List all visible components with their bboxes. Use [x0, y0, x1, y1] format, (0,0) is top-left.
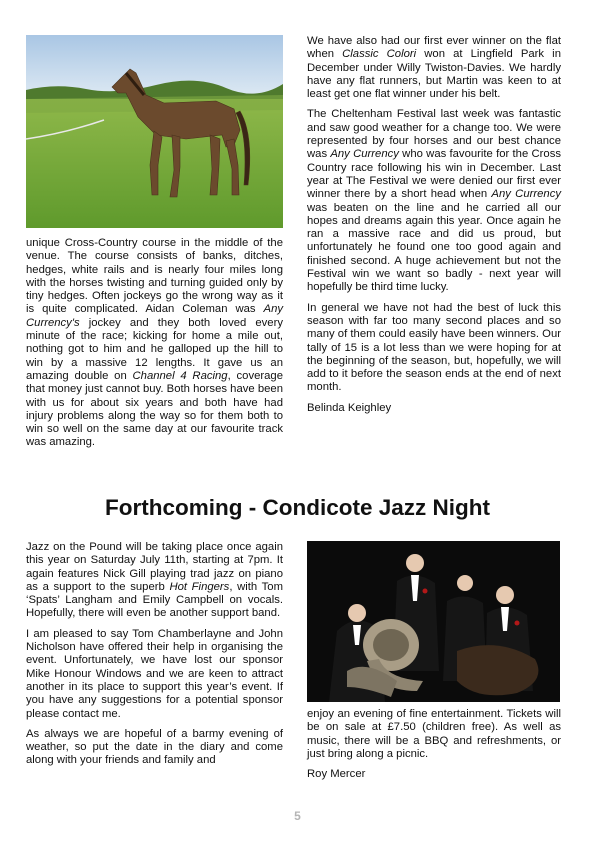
horse-article-right-column — [307, 35, 561, 422]
jazz-intro-paragraph: Jazz on the Pound will be taking place once again this year on Saturday July 11th, starting at 7pm. It again features Nick Gill playing trad jazz on piano as a support to the superb Hot Fingers, with Tom ‘Spats’ Langham and Emily Campbell on vocals. Hopefully, there will even be another support band. — [26, 541, 283, 620]
jazz-sponsor-paragraph: I am pleased to say Tom Chamberlayne and John Nicholson have offered their help in organising the event. Unfortunately, we have lost our sponsor Mike Honour Windows and we are keen to attract another in its place to support this year’s event. If you have any suggestions for a potential sponsor please contact me. — [26, 627, 283, 720]
season-paragraph: In general we have not had the best of luck this season with far too many second places and so many of them could easily have been winners. Our tally of 15 is a lot less than we were hoping for at the beginning of the season, but, hopefully, we will add to it before the season ends at the end of next month. — [307, 301, 561, 394]
jazz-weather-paragraph: As always we are hopeful of a barmy evening of weather, so put the date in the diary and come along with your friends and family and — [26, 727, 283, 767]
jazz-right-column — [307, 708, 561, 788]
jazz-tickets-paragraph: enjoy an evening of fine entertainment. Tickets will be on sale at £7.50 (children free). As well as music, there will be a BBQ and refreshments, or just bring along a picnic. — [307, 708, 561, 760]
horse-photo — [26, 35, 283, 228]
band-photo — [307, 541, 560, 702]
jazz-author-signature: Roy Mercer — [307, 768, 366, 781]
author-signature: Belinda Keighley — [307, 401, 392, 414]
page-number: 5 — [294, 809, 301, 823]
cheltenham-paragraph: The Cheltenham Festival last week was fantastic and saw good weather for a change too. We were represented by four horses and our best chance was Any Currency who was favourite for the Cross Country race following his win in December. Last year at The Festival we were denied our first ever winner there by a short head when Any Currency was beaten on the line and he carried all our hopes and dreams again this year. Once again he ran a massive race and did us proud, but unfortunately he found one too good again and finished second. A huge achievement but not the Festival win we want so badly - next year will hopefully be third time lucky. — [307, 108, 561, 294]
jazz-left-column — [26, 541, 283, 775]
horse-article-left-column — [26, 237, 283, 457]
section-heading: Forthcoming - Condicote Jazz Night — [105, 495, 490, 520]
horse-article-paragraph: unique Cross-Country course in the middle of the venue. The course consists of banks, ditches, hedges, white rails and is nearly four miles long with the horses twisting and turning guided only by tiny hedges. Often jockeys go the wrong way as it is quite complicated. Aidan Coleman was Any Currency's jockey and they both loved every minute of the race; kicking for home a mile out, nothing got to him and he galloped up the hill to win by a massive 12 lengths. It gave us an amazing double on Channel 4 Racing, coverage that money just cannot buy. Both horses have been with us for about six years and both have had injury problems along the way so for them both to win so well on the same day at our favourite track was amazing. — [26, 237, 283, 449]
flat-winner-paragraph: We have also had our first ever winner on the flat when Classic Colori won at Lingfield Park in December under Willy Twiston-Davies. We hardly have any flat runners, but Martin was keen to at least get one flat winner under his belt. — [307, 35, 561, 101]
